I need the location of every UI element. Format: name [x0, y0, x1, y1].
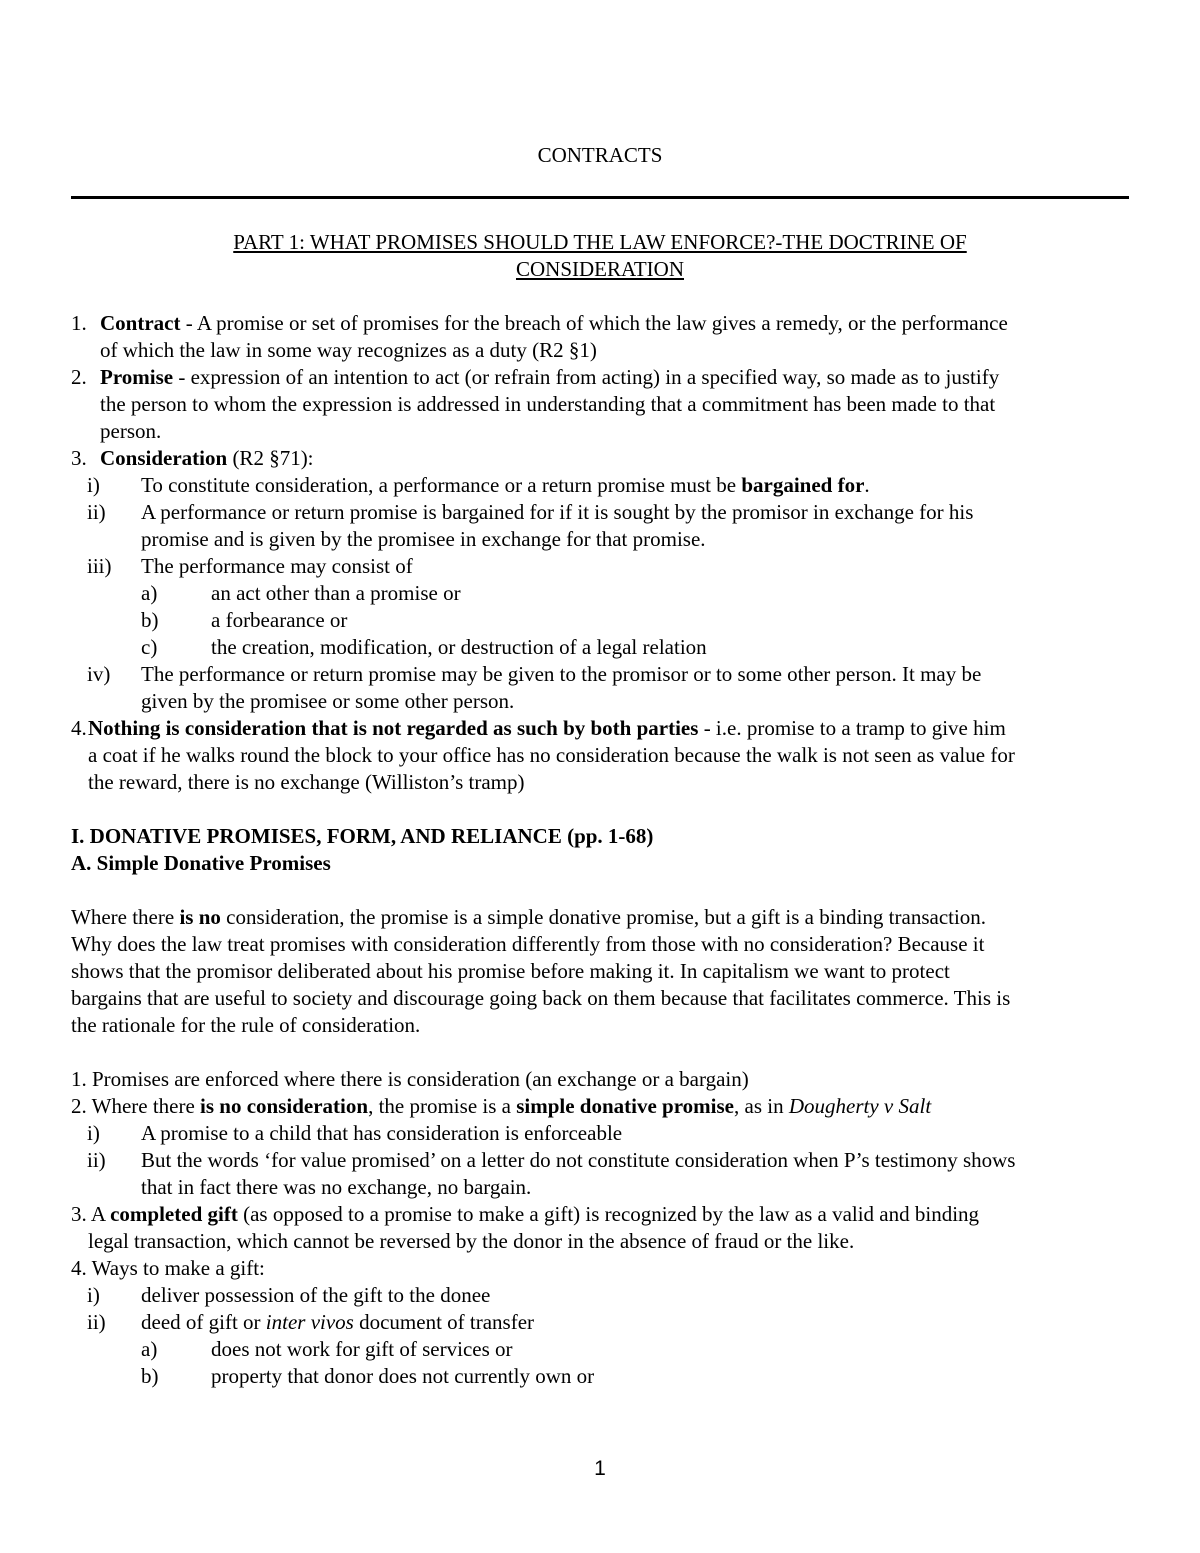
definition-consideration: 3. Consideration (R2 §71): [71, 446, 314, 470]
list-item: iii) The performance may consist of [87, 554, 413, 578]
list-item: 2. Where there is no consideration, the promise is a simple donative promise, as in Dougherty v Salt [71, 1094, 932, 1118]
sub-list-item: c) the creation, modification, or destruction of a legal relation [141, 635, 707, 659]
definition-contract: 1. Contract - A promise or set of promises for the breach of which the law gives a remedy, or the performance [71, 311, 1008, 335]
subsection-heading: A. Simple Donative Promises [71, 851, 331, 875]
definition-promise-cont: person. [100, 419, 162, 443]
case-name: Dougherty v Salt [788, 1094, 932, 1118]
list-item-cont: legal transaction, which cannot be reversed by the donor in the absence of fraud or the like. [88, 1229, 855, 1253]
list-item: ii) deed of gift or inter vivos document of transfer [87, 1310, 535, 1334]
sub-list-item: a) an act other than a promise or [141, 581, 461, 605]
paragraph-line: Why does the law treat promises with consideration differently from those with no consideration? Because it [71, 932, 985, 956]
definition-promise-cont: the person to whom the expression is addressed in understanding that a commitment has been made to that [100, 392, 996, 416]
sub-list-item: b) a forbearance or [141, 608, 348, 632]
page-number: 1 [594, 1457, 606, 1480]
document-title: CONTRACTS [537, 143, 663, 167]
list-number: 1. [71, 311, 87, 335]
part-heading [71, 229, 1129, 283]
term-contract: Contract [100, 311, 181, 335]
list-item: ii) A performance or return promise is bargained for if it is sought by the promisor in exchange for his [87, 500, 974, 524]
paragraph-line: Where there is no consideration, the promise is a simple donative promise, but a gift is a binding transaction. [71, 905, 987, 929]
section-heading: I. DONATIVE PROMISES, FORM, AND RELIANCE (pp. 1-68) [71, 824, 654, 848]
document-body [71, 310, 1133, 1390]
paragraph-line: shows that the promisor deliberated about his promise before making it. In capitalism we want to protect [71, 959, 950, 983]
list-item: 1. Promises are enforced where there is consideration (an exchange or a bargain) [71, 1067, 749, 1091]
definition-cont: the reward, there is no exchange (Williston’s tramp) [88, 770, 525, 794]
list-item: 4. Ways to make a gift: [71, 1256, 265, 1280]
part-heading-line2: CONSIDERATION [516, 257, 684, 281]
definition-promise: 2. Promise - expression of an intention to act (or refrain from acting) in a specified way, so made as to justify [71, 365, 1000, 389]
horizontal-rule [71, 196, 1129, 199]
paragraph-line: the rationale for the rule of consideration. [71, 1013, 421, 1037]
list-number: 4. [71, 716, 87, 740]
term-promise: Promise [100, 365, 174, 389]
list-item-cont: promise and is given by the promisee in exchange for that promise. [141, 527, 706, 551]
list-item: ii) But the words ‘for value promised’ on a letter do not constitute consideration when P’s testimony shows [87, 1148, 1016, 1172]
list-item: iv) The performance or return promise may be given to the promisor or to some other person. It may be [87, 662, 982, 686]
list-item: i) deliver possession of the gift to the donee [87, 1283, 491, 1307]
paragraph-line: bargains that are useful to society and discourage going back on them because that facilitates commerce. This is [71, 986, 1011, 1010]
sub-list-item: b) property that donor does not currently own or [141, 1364, 595, 1388]
sub-list-item: a) does not work for gift of services or [141, 1337, 513, 1361]
list-item-cont: that in fact there was no exchange, no bargain. [141, 1175, 532, 1199]
list-item: 3. A completed gift (as opposed to a promise to make a gift) is recognized by the law as a valid and binding [71, 1202, 980, 1226]
list-item: i) To constitute consideration, a performance or a return promise must be bargained for. [87, 473, 870, 497]
term-consideration: Consideration [100, 446, 228, 470]
definition-mutual-regard: 4. Nothing is consideration that is not regarded as such by both parties - i.e. promise to a tramp to give him [71, 716, 1006, 740]
list-item-cont: given by the promisee or some other person. [141, 689, 515, 713]
list-item: i) A promise to a child that has consideration is enforceable [87, 1121, 623, 1145]
part-heading-line1: PART 1: WHAT PROMISES SHOULD THE LAW ENFORCE?-THE DOCTRINE OF [233, 230, 967, 254]
definition-contract-cont: of which the law in some way recognizes as a duty (R2 §1) [100, 338, 597, 362]
definition-cont: a coat if he walks round the block to your office has no consideration because the walk is not seen as value for [88, 743, 1015, 767]
list-number: 3. [71, 446, 87, 470]
list-number: 2. [71, 365, 87, 389]
